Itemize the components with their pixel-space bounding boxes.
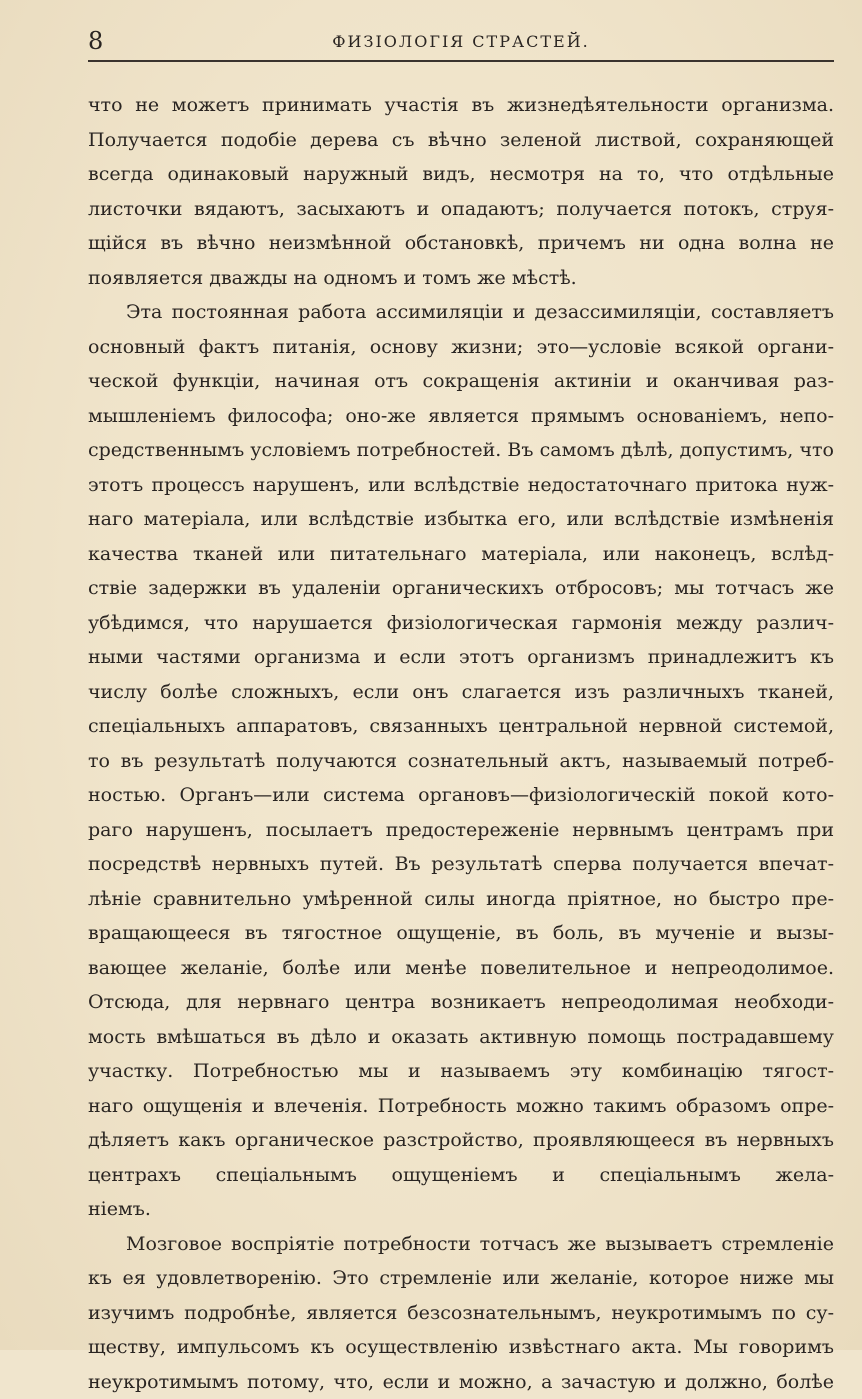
text-line: ствіе задержки въ удаленіи органическихъ отбросовъ; мы тотчасъ же xyxy=(88,571,834,606)
text-line: качества тканей или питательнаго матеріала, или наконецъ, вслѣд- xyxy=(88,537,834,572)
text-line: всегда одинаковый наружный видъ, несмотря на то, что отдѣльные xyxy=(88,157,834,192)
text-line: Отсюда, для нервнаго центра возникаетъ непреодолимая необходи- xyxy=(88,985,834,1020)
text-line: средственнымъ условіемъ потребностей. Въ самомъ дѣлѣ, допустимъ, что xyxy=(88,433,834,468)
text-line: этотъ процессъ нарушенъ, или вслѣдствіе недостаточнаго притока нуж- xyxy=(88,468,834,503)
text-line: спеціальныхъ аппаратовъ, связанныхъ центральной нервной системой, xyxy=(88,709,834,744)
running-title: ФИЗІОЛОГІЯ СТРАСТЕЙ. xyxy=(88,32,834,51)
text-line: числу болѣе сложныхъ, если онъ слагается изъ различныхъ тканей, xyxy=(88,675,834,710)
text-line: участку. Потребностью мы и называемъ эту комбинацію тягост- xyxy=(88,1054,834,1089)
text-line: посредствѣ нервныхъ путей. Въ результатѣ сперва получается впечат- xyxy=(88,847,834,882)
text-line: вающее желаніе, болѣе или менѣе повелительное и непреодолимое. xyxy=(88,951,834,986)
text-line: наго ощущенія и влеченія. Потребность можно такимъ образомъ опре- xyxy=(88,1089,834,1124)
text-line: Мозговое воспріятіе потребности тотчасъ же вызываетъ стремленіе xyxy=(88,1227,834,1262)
text-line: щійся въ вѣчно неизмѣнной обстановкѣ, причемъ ни одна волна не xyxy=(88,226,834,261)
text-line: листочки вядаютъ, засыхаютъ и опадаютъ; получается потокъ, струя- xyxy=(88,192,834,227)
page-header xyxy=(88,26,834,60)
text-line: Получается подобіе дерева съ вѣчно зеленой листвой, сохраняющей xyxy=(88,123,834,158)
text-line: изучимъ подробнѣе, является безсознательнымъ, неукротимымъ по су- xyxy=(88,1296,834,1331)
text-line: ніемъ. xyxy=(88,1192,834,1227)
text-line: основный фактъ питанія, основу жизни; это—условіе всякой органи- xyxy=(88,330,834,365)
text-line: что не можетъ принимать участія въ жизнедѣятельности организма. xyxy=(88,88,834,123)
text-line: центрахъ спеціальнымъ ощущеніемъ и спеціальнымъ жела- xyxy=(88,1158,834,1193)
text-line: ществу, импульсомъ къ осуществленію извѣстнаго акта. Мы говоримъ xyxy=(88,1330,834,1365)
header-rule xyxy=(88,60,834,62)
page-number: 8 xyxy=(88,26,103,56)
text-line: мость вмѣшаться въ дѣло и оказать активную помощь пострадавшему xyxy=(88,1020,834,1055)
text-line: наго матеріала, или вслѣдствіе избытка его, или вслѣдствіе измѣненія xyxy=(88,502,834,537)
text-line: то въ результатѣ получаются сознательный актъ, называемый потреб- xyxy=(88,744,834,779)
text-line: ческой функціи, начиная отъ сокращенія актиніи и оканчивая раз- xyxy=(88,364,834,399)
text-line: мышленіемъ философа; оно-же является прямымъ основаніемъ, непо- xyxy=(88,399,834,434)
text-line: появляется дважды на одномъ и томъ же мѣстѣ. xyxy=(88,261,834,296)
text-line: Эта постоянная работа ассимиляціи и дезассимиляціи, составляетъ xyxy=(88,295,834,330)
body-text xyxy=(88,88,834,1399)
text-line: дѣляетъ какъ органическое разстройство, проявляющееся въ нервныхъ xyxy=(88,1123,834,1158)
text-line: раго нарушенъ, посылаетъ предостереженіе нервнымъ центрамъ при xyxy=(88,813,834,848)
text-line: убѣдимся, что нарушается физіологическая гармонія между различ- xyxy=(88,606,834,641)
text-line: вращающееся въ тягостное ощущеніе, въ боль, въ мученіе и вызы- xyxy=(88,916,834,951)
text-line: лѣніе сравнительно умѣренной силы иногда пріятное, но быстро пре- xyxy=(88,882,834,917)
text-line: ностью. Органъ—или система органовъ—физіологическій покой кото- xyxy=(88,778,834,813)
text-line: ными частями организма и если этотъ организмъ принадлежитъ къ xyxy=(88,640,834,675)
text-line: неукротимымъ потому, что, если и можно, а зачастую и должно, болѣе xyxy=(88,1365,834,1399)
text-line: къ ея удовлетворенію. Это стремленіе или желаніе, которое ниже мы xyxy=(88,1261,834,1296)
